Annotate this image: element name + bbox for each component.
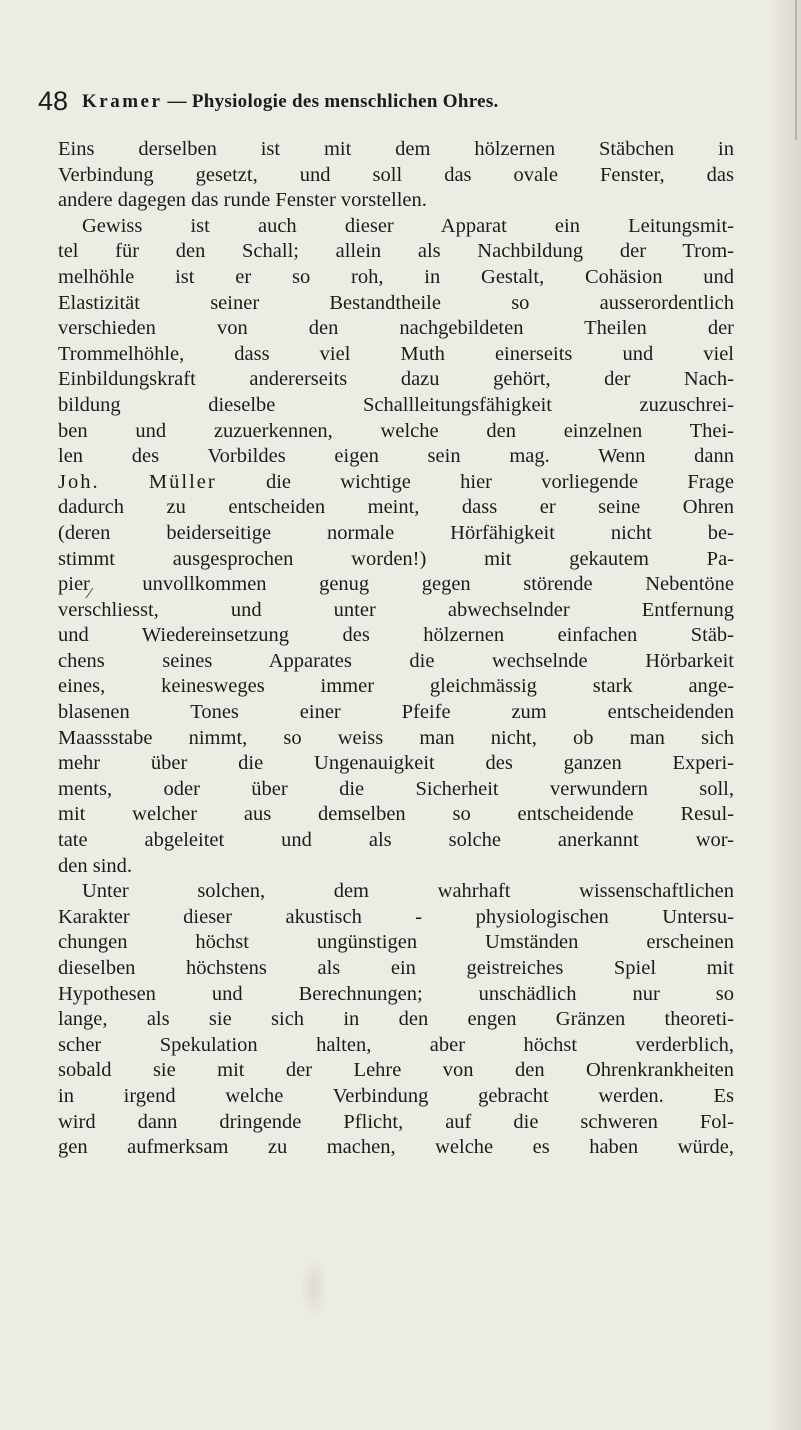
text-line: lange, als sie sich in den engen Gränzen theoreti- [58,1008,734,1031]
text-line: Maassstabe nimmt, so weiss man nicht, ob man sich [58,726,734,749]
text-line: dadurch zu entscheiden meint, dass er seine Ohren [58,496,734,519]
spaced-first-name: Joh. [58,470,100,493]
spaced-last-name: Müller [148,470,217,493]
text-line: und Wiedereinsetzung des hölzernen einfachen Stäb- [58,624,734,647]
running-header [38,86,778,126]
text-line: in irgend welche Verbindung gebracht werden. Es [58,1084,734,1107]
text-line: Gewiss ist auch dieser Apparat ein Leitungsmit- [82,214,734,237]
paper-smudge [300,1258,328,1318]
text-line: eines, keinesweges immer gleichmässig stark ange- [58,675,734,698]
text-line: Verbindung gesetzt, und soll das ovale Fenster, das [58,163,734,186]
text-line: tate abgeleitet und als solche anerkannt wor- [58,829,734,852]
book-title: Physiologie des menschlichen Ohres. [191,91,499,112]
page-binding-edge [795,0,797,140]
text-line: stimmt ausgesprochen worden!) mit gekautem Pa- [58,547,734,570]
text-line: den sind. [58,854,133,877]
author-name: Kramer [82,91,163,112]
text-line: tel für den Schall; allein als Nachbildung der Trom- [58,240,734,263]
text-line: bildung dieselbe Schallleitungsfähigkeit zuzuschrei- [58,393,734,416]
text-line: ments, oder über die Sicherheit verwundern soll, [58,777,734,800]
text-line: melhöhle ist er so roh, in Gestalt, Cohäsion und [58,265,734,288]
text-line: chungen höchst ungünstigen Umständen erscheinen [58,931,734,954]
text-line: Hypothesen und Berechnungen; unschädlich nur so [58,982,734,1005]
text-line: (deren beiderseitige normale Hörfähigkeit nicht be- [58,521,734,544]
text-line: dieselben höchstens als ein geistreiches Spiel mit [58,957,734,979]
text-line: Elastizität seiner Bestandtheile so ausserordentlich [58,291,734,314]
text-line: andere dagegen das runde Fenster vorstellen. [58,189,427,212]
text-line: len des Vorbildes eigen sein mag. Wenn dann [58,445,734,468]
text-line: Einbildungskraft andererseits dazu gehört, der Nach- [58,368,734,391]
text-line: gen aufmerksam zu machen, welche es haben würde, [58,1136,734,1159]
text-line: mehr über die Ungenauigkeit des ganzen Experi- [58,752,734,775]
page-number: 48 [38,86,69,116]
header-separator: — [162,91,192,112]
body-text [58,137,734,1161]
page-edge-shadow [769,0,801,1430]
text-line: chens seines Apparates die wechselnde Hörbarkeit [58,649,734,672]
text-line: scher Spekulation halten, aber höchst verderblich, [58,1033,734,1056]
spaced-name-rest: die wichtige hier vorliegende Frage [216,470,734,493]
text-line: wird dann dringende Pflicht, auf die schweren Fol- [58,1110,734,1133]
text-line: Unter solchen, dem wahrhaft wissenschaftlichen [82,880,734,903]
text-line: ben und zuzuerkennen, welche den einzelnen Thei- [58,419,734,442]
text-line-spaced-name [58,470,734,496]
text-line: Trommelhöhle, dass viel Muth einerseits und viel [58,342,734,365]
text-line: sobald sie mit der Lehre von den Ohrenkrankheiten [58,1059,734,1082]
text-line: verschliesst, und unter abwechselnder Entfernung [58,598,734,621]
text-line: pier unvollkommen genug gegen störende Nebentöne [58,573,734,596]
running-head [82,91,499,113]
text-line: blasenen Tones einer Pfeife zum entscheidenden [58,701,734,724]
text-line: Eins derselben ist mit dem hölzernen Stäbchen in [58,138,734,160]
text-line: verschieden von den nachgebildeten Theilen der [58,317,734,340]
text-line: Karakter dieser akustisch - physiologischen Untersu- [58,905,734,928]
text-line: mit welcher aus demselben so entscheidende Resul- [58,803,734,826]
